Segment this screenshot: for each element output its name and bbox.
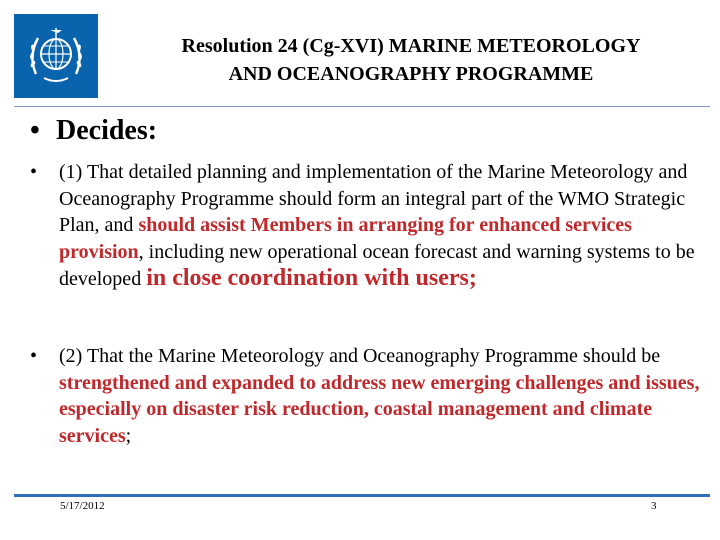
slide-title bbox=[112, 32, 710, 88]
footer-date: 5/17/2012 bbox=[60, 500, 105, 512]
bullet-glyph: • bbox=[30, 115, 40, 146]
item-1-highlight-2: in close coordination with users; bbox=[146, 265, 477, 291]
wmo-logo bbox=[14, 14, 98, 98]
item-1-text bbox=[59, 159, 700, 293]
item-1-highlight-1: should assist Members in arranging for enhanced services provision bbox=[59, 214, 632, 263]
wmo-emblem-icon bbox=[14, 14, 98, 98]
title-line-1: Resolution 24 (Cg-XVI) MARINE METEOROLOGY bbox=[181, 35, 641, 57]
item-1-part2: , including new operational ocean forecast and warning systems to be developed bbox=[59, 240, 695, 290]
header-divider bbox=[14, 106, 710, 107]
decision-item-1 bbox=[30, 159, 700, 293]
item-2-part2: ; bbox=[125, 424, 132, 447]
item-2-part1: (2) That the Marine Meteorology and Oceanography Programme should be bbox=[59, 345, 661, 367]
heading-text: Decides: bbox=[56, 115, 158, 146]
bullet-glyph: • bbox=[30, 161, 38, 183]
item-2-text bbox=[59, 343, 700, 449]
decision-item-2 bbox=[30, 343, 700, 449]
bullet-glyph: • bbox=[30, 345, 38, 367]
footer-divider bbox=[14, 494, 710, 497]
decides-heading bbox=[30, 113, 157, 149]
title-line-2: AND OCEANOGRAPHY PROGRAMME bbox=[228, 63, 594, 85]
item-2-highlight: strengthened and expanded to address new emerging challenges and issues, especially on disaster risk reduction, coastal management and climate services bbox=[59, 371, 700, 447]
item-1-part1: (1) That detailed planning and implementation of the Marine Meteorology and Oceanography Programme should form an integral part of the WMO Strategic Plan, and bbox=[59, 161, 688, 236]
page-number: 3 bbox=[651, 500, 657, 512]
